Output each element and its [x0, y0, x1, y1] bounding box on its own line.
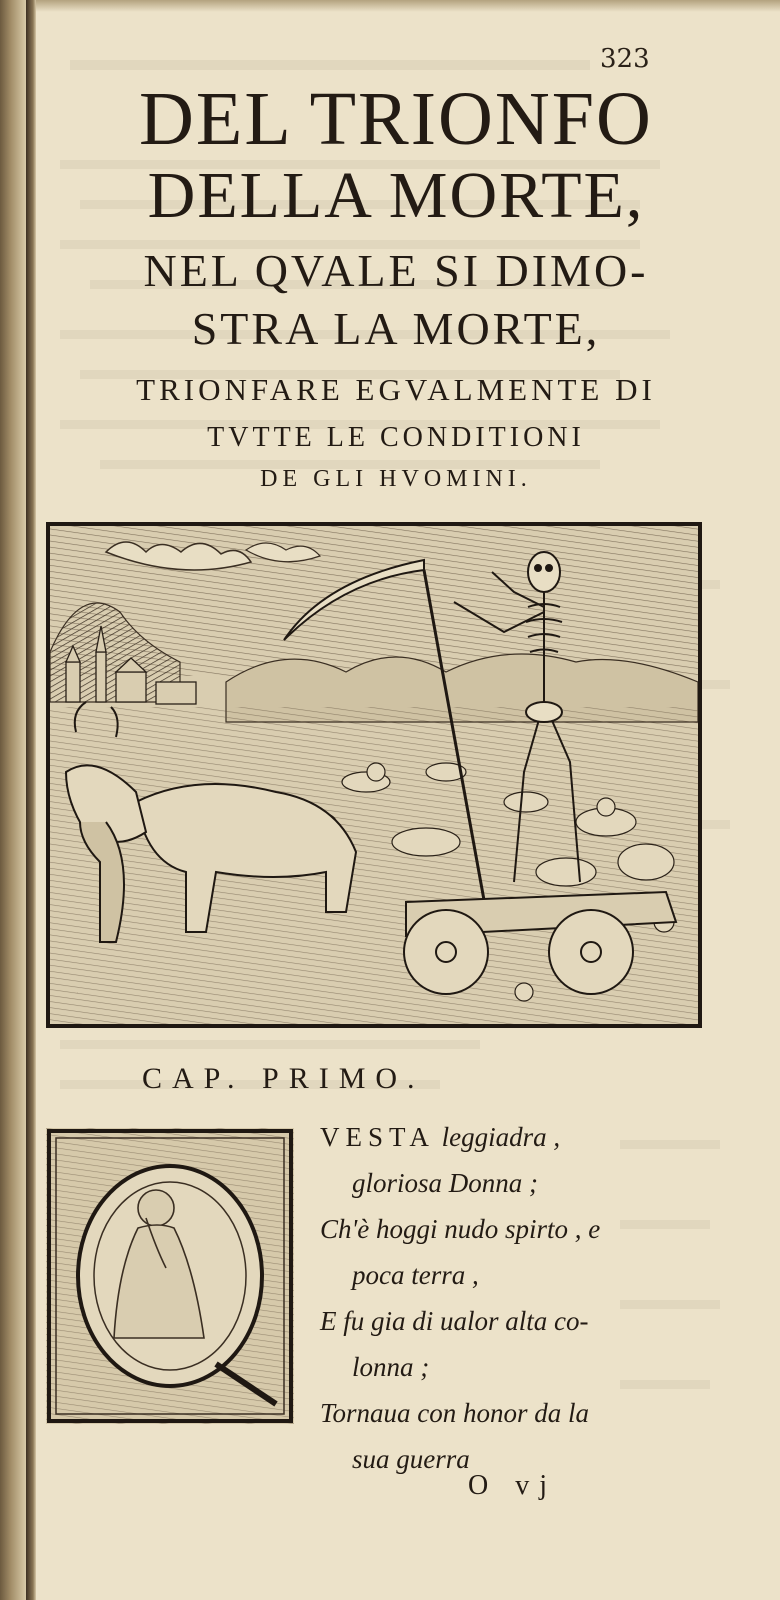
page-top-shade — [36, 0, 780, 12]
woodcut-illustration — [46, 522, 702, 1028]
verse-line-4: poca terra , — [352, 1260, 479, 1290]
verse-line-7: Tornaua con honor da la — [320, 1398, 590, 1428]
verse-line-1 — [320, 1122, 560, 1153]
title-line-1: DEL TRIONFO — [139, 77, 653, 161]
title-line-6: TVTTE LE CONDITIONI — [207, 422, 585, 453]
chapter-heading: CAP. PRIMO. — [142, 1062, 425, 1095]
decorated-initial-q — [46, 1128, 294, 1424]
verse-line-5: E fu gia di ualor alta co- — [320, 1306, 589, 1336]
verse-lead-caps: VESTA — [320, 1122, 435, 1152]
signature-mark: O vj — [468, 1470, 557, 1501]
title-line-5: TRIONFARE EGVALMENTE DI — [136, 372, 656, 407]
verse-line-2: gloriosa Donna ; — [352, 1168, 539, 1198]
title-line-2: DELLA MORTE, — [147, 159, 645, 232]
title-line-3: NEL QVALE SI DIMO- — [143, 245, 649, 296]
verse-line-6: lonna ; — [352, 1352, 430, 1382]
book-gutter — [0, 0, 26, 1600]
verse-line-1-text: leggiadra , — [441, 1122, 561, 1152]
title-line-7: DE GLI HVOMINI. — [260, 466, 532, 492]
page-edge — [26, 0, 36, 1600]
verse-line-8: sua guerra — [352, 1444, 470, 1474]
page-number: 323 — [600, 44, 650, 74]
verse-line-3: Ch'è hoggi nudo spirto , e — [320, 1214, 601, 1244]
title-line-4: STRA LA MORTE, — [191, 303, 601, 354]
